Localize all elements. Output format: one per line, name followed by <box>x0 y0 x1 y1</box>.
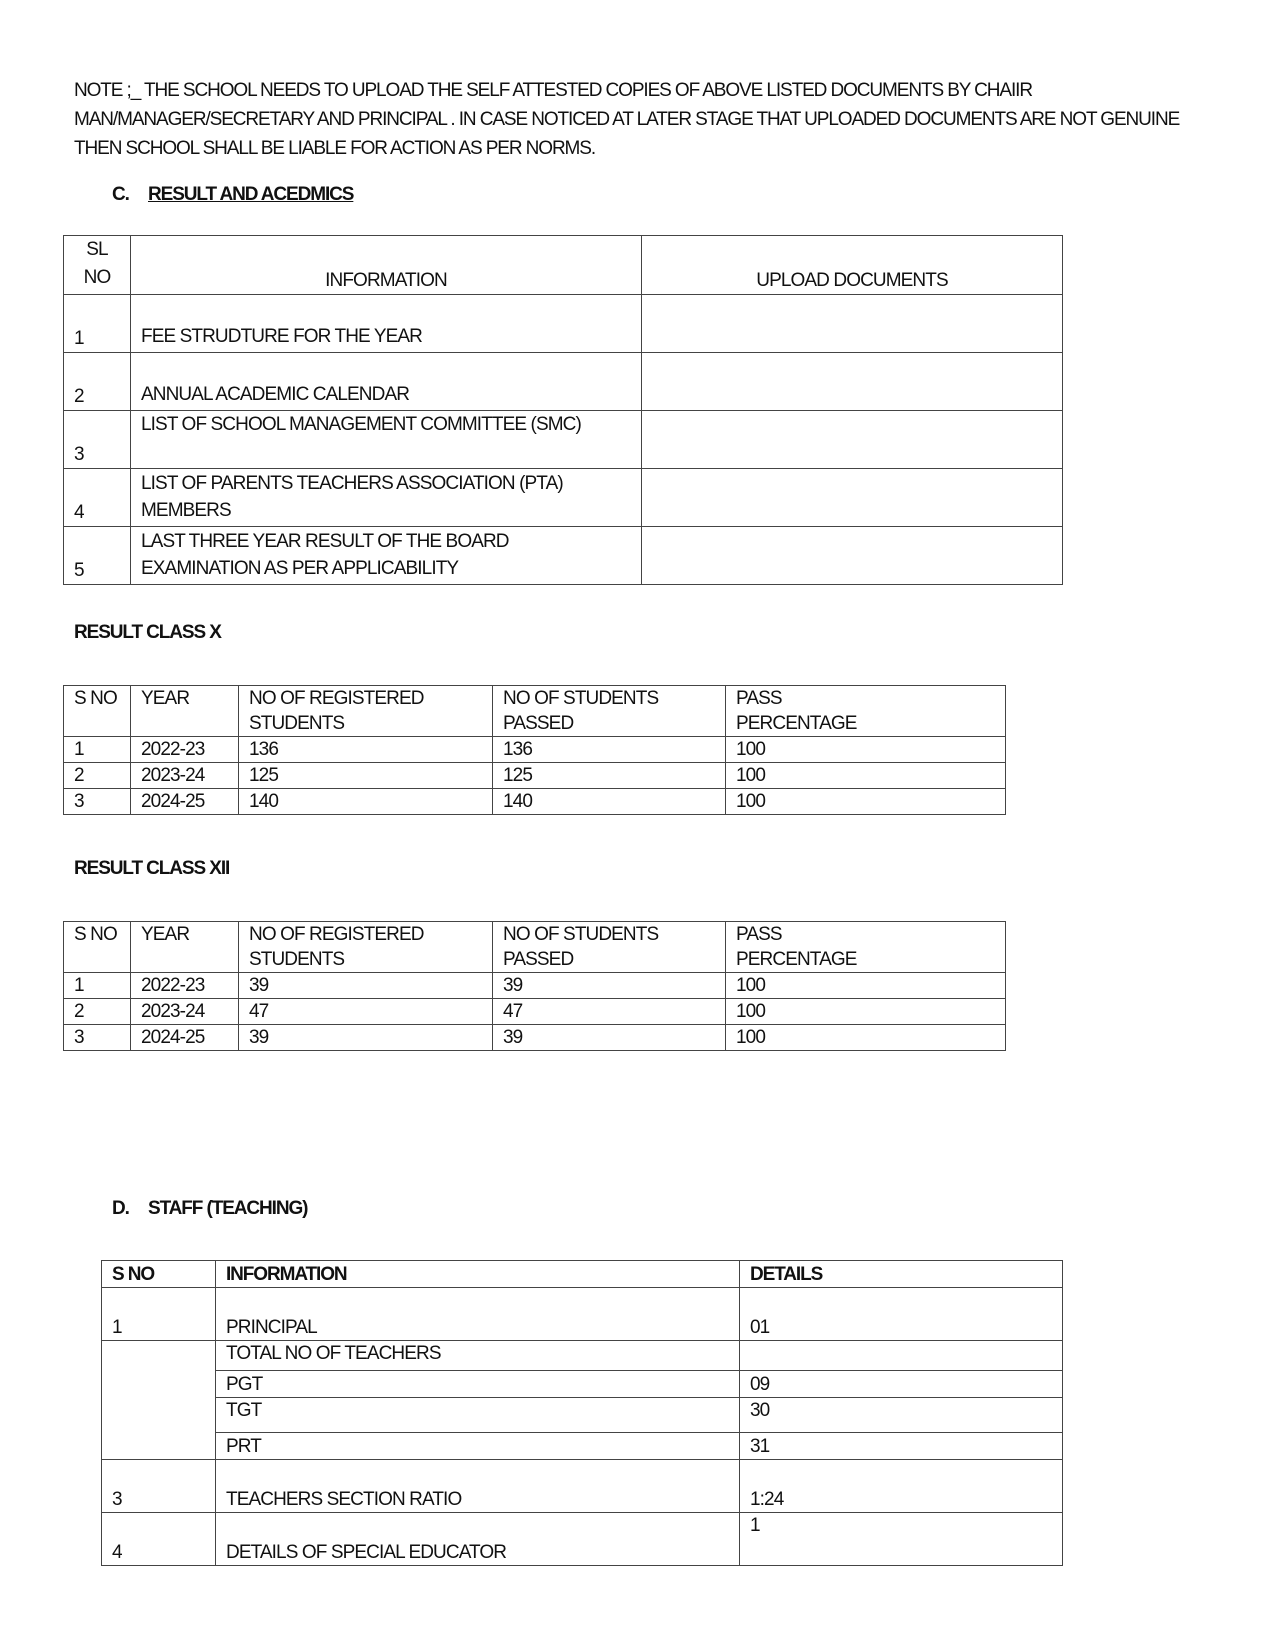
cell-passed: 47 <box>493 999 726 1025</box>
upload-note <box>74 76 1194 163</box>
cell-pass-percentage: 100 <box>726 1025 1006 1051</box>
cell-registered: 39 <box>239 973 493 999</box>
table-row <box>64 999 1006 1025</box>
result-class-x-table <box>63 685 1006 815</box>
header-year: YEAR <box>131 686 239 737</box>
cell-details: 09 <box>740 1371 1063 1398</box>
cell-sno: 2 <box>64 763 131 789</box>
table-row <box>64 789 1006 815</box>
cell-year: 2024-25 <box>131 789 239 815</box>
row-sl: 4 <box>64 469 131 527</box>
cell-registered: 39 <box>239 1025 493 1051</box>
cell-passed: 39 <box>493 1025 726 1051</box>
cell-year: 2022-23 <box>131 737 239 763</box>
header-information: INFORMATION <box>216 1261 740 1288</box>
table-row <box>64 295 1063 353</box>
table-row <box>64 469 1063 527</box>
table-row <box>102 1460 1063 1513</box>
cell-sno: 3 <box>102 1460 216 1513</box>
cell-info: DETAILS OF SPECIAL EDUCATOR <box>216 1513 740 1566</box>
cell-sno: 3 <box>64 789 131 815</box>
header-sno: S NO <box>102 1261 216 1288</box>
cell-passed: 140 <box>493 789 726 815</box>
table-row <box>64 411 1063 469</box>
row-sl: 1 <box>64 295 131 353</box>
cell-pass-percentage: 100 <box>726 973 1006 999</box>
cell-details: 1:24 <box>740 1460 1063 1513</box>
cell-details: 30 <box>740 1398 1063 1433</box>
table-header-row <box>64 922 1006 973</box>
cell-passed: 125 <box>493 763 726 789</box>
cell-sno: 3 <box>64 1025 131 1051</box>
cell-registered: 136 <box>239 737 493 763</box>
cell-sno: 1 <box>64 973 131 999</box>
header-pass-percentage: PASS PERCENTAGE <box>726 686 1006 737</box>
table-row <box>64 763 1006 789</box>
cell-sno: 4 <box>102 1513 216 1566</box>
header-upload-documents: UPLOAD DOCUMENTS <box>642 236 1063 295</box>
result-class-xii-title: RESULT CLASS XII <box>74 858 230 879</box>
table-row <box>64 973 1006 999</box>
row-info: FEE STRUDTURE FOR THE YEAR <box>131 295 642 353</box>
upload-cell[interactable] <box>642 411 1063 469</box>
table-row <box>102 1288 1063 1341</box>
cell-year: 2022-23 <box>131 973 239 999</box>
result-class-xii-table <box>63 921 1006 1051</box>
table-row <box>64 737 1006 763</box>
table-row <box>102 1341 1063 1371</box>
cell-registered: 140 <box>239 789 493 815</box>
header-registered: NO OF REGISTERED STUDENTS <box>239 686 493 737</box>
upload-cell[interactable] <box>642 469 1063 527</box>
section-d-heading <box>112 1198 307 1220</box>
cell-pass-percentage: 100 <box>726 789 1006 815</box>
header-sl-no: SL NO <box>64 236 131 295</box>
section-title: STAFF (TEACHING) <box>148 1198 308 1219</box>
upload-cell[interactable] <box>642 353 1063 411</box>
cell-details: 01 <box>740 1288 1063 1341</box>
cell-registered: 125 <box>239 763 493 789</box>
staff-teaching-table <box>101 1260 1063 1566</box>
cell-year: 2024-25 <box>131 1025 239 1051</box>
table-header-row <box>64 236 1063 295</box>
cell-registered: 47 <box>239 999 493 1025</box>
row-info: ANNUAL ACADEMIC CALENDAR <box>131 353 642 411</box>
table-row <box>64 1025 1006 1051</box>
table-header-row <box>64 686 1006 737</box>
cell-year: 2023-24 <box>131 763 239 789</box>
cell-pass-percentage: 100 <box>726 999 1006 1025</box>
cell-sno <box>102 1341 216 1460</box>
cell-sno: 2 <box>64 999 131 1025</box>
section-c-heading <box>112 184 353 206</box>
note-line: THEN SCHOOL SHALL BE LIABLE FOR ACTION AS PER NORMS. <box>74 138 596 159</box>
row-sl: 5 <box>64 527 131 585</box>
table-header-row <box>102 1261 1063 1288</box>
table-row <box>102 1513 1063 1566</box>
upload-cell[interactable] <box>642 527 1063 585</box>
cell-info: PRT <box>216 1433 740 1460</box>
table-row <box>102 1398 1063 1433</box>
table-row <box>102 1371 1063 1398</box>
header-passed: NO OF STUDENTS PASSED <box>493 686 726 737</box>
upload-cell[interactable] <box>642 295 1063 353</box>
cell-passed: 136 <box>493 737 726 763</box>
cell-info: PRINCIPAL <box>216 1288 740 1341</box>
header-details: DETAILS <box>740 1261 1063 1288</box>
row-info: LIST OF PARENTS TEACHERS ASSOCIATION (PTA) MEMBERS <box>131 469 642 527</box>
cell-info: TOTAL NO OF TEACHERS <box>216 1341 740 1371</box>
cell-pass-percentage: 100 <box>726 737 1006 763</box>
row-sl: 2 <box>64 353 131 411</box>
header-sno: S NO <box>64 922 131 973</box>
note-line: NOTE ;_ THE SCHOOL NEEDS TO UPLOAD THE SELF ATTESTED COPIES OF ABOVE LISTED DOCUMENTS BY CHAIIR <box>74 80 1032 101</box>
cell-passed: 39 <box>493 973 726 999</box>
cell-info: PGT <box>216 1371 740 1398</box>
table-row <box>64 353 1063 411</box>
cell-pass-percentage: 100 <box>726 763 1006 789</box>
result-class-x-title: RESULT CLASS X <box>74 622 221 643</box>
cell-details <box>740 1341 1063 1371</box>
cell-details: 31 <box>740 1433 1063 1460</box>
row-sl: 3 <box>64 411 131 469</box>
cell-info: TGT <box>216 1398 740 1433</box>
cell-info: TEACHERS SECTION RATIO <box>216 1460 740 1513</box>
header-pass-percentage: PASS PERCENTAGE <box>726 922 1006 973</box>
table-row <box>102 1433 1063 1460</box>
section-letter: C. <box>112 184 129 205</box>
documents-table <box>63 235 1063 585</box>
note-line: MAN/MANAGER/SECRETARY AND PRINCIPAL . IN CASE NOTICED AT LATER STAGE THAT UPLOADED DOCUMENTS ARE NOT GENUINE <box>74 109 1180 130</box>
row-info: LAST THREE YEAR RESULT OF THE BOARD EXAMINATION AS PER APPLICABILITY <box>131 527 642 585</box>
cell-year: 2023-24 <box>131 999 239 1025</box>
row-info: LIST OF SCHOOL MANAGEMENT COMMITTEE (SMC) <box>131 411 642 469</box>
table-row <box>64 527 1063 585</box>
cell-details: 1 <box>740 1513 1063 1566</box>
cell-sno: 1 <box>64 737 131 763</box>
section-title: RESULT AND ACEDMICS <box>148 184 354 205</box>
header-information: INFORMATION <box>131 236 642 295</box>
section-letter: D. <box>112 1198 129 1219</box>
header-registered: NO OF REGISTERED STUDENTS <box>239 922 493 973</box>
cell-sno: 1 <box>102 1288 216 1341</box>
header-year: YEAR <box>131 922 239 973</box>
header-sno: S NO <box>64 686 131 737</box>
header-passed: NO OF STUDENTS PASSED <box>493 922 726 973</box>
